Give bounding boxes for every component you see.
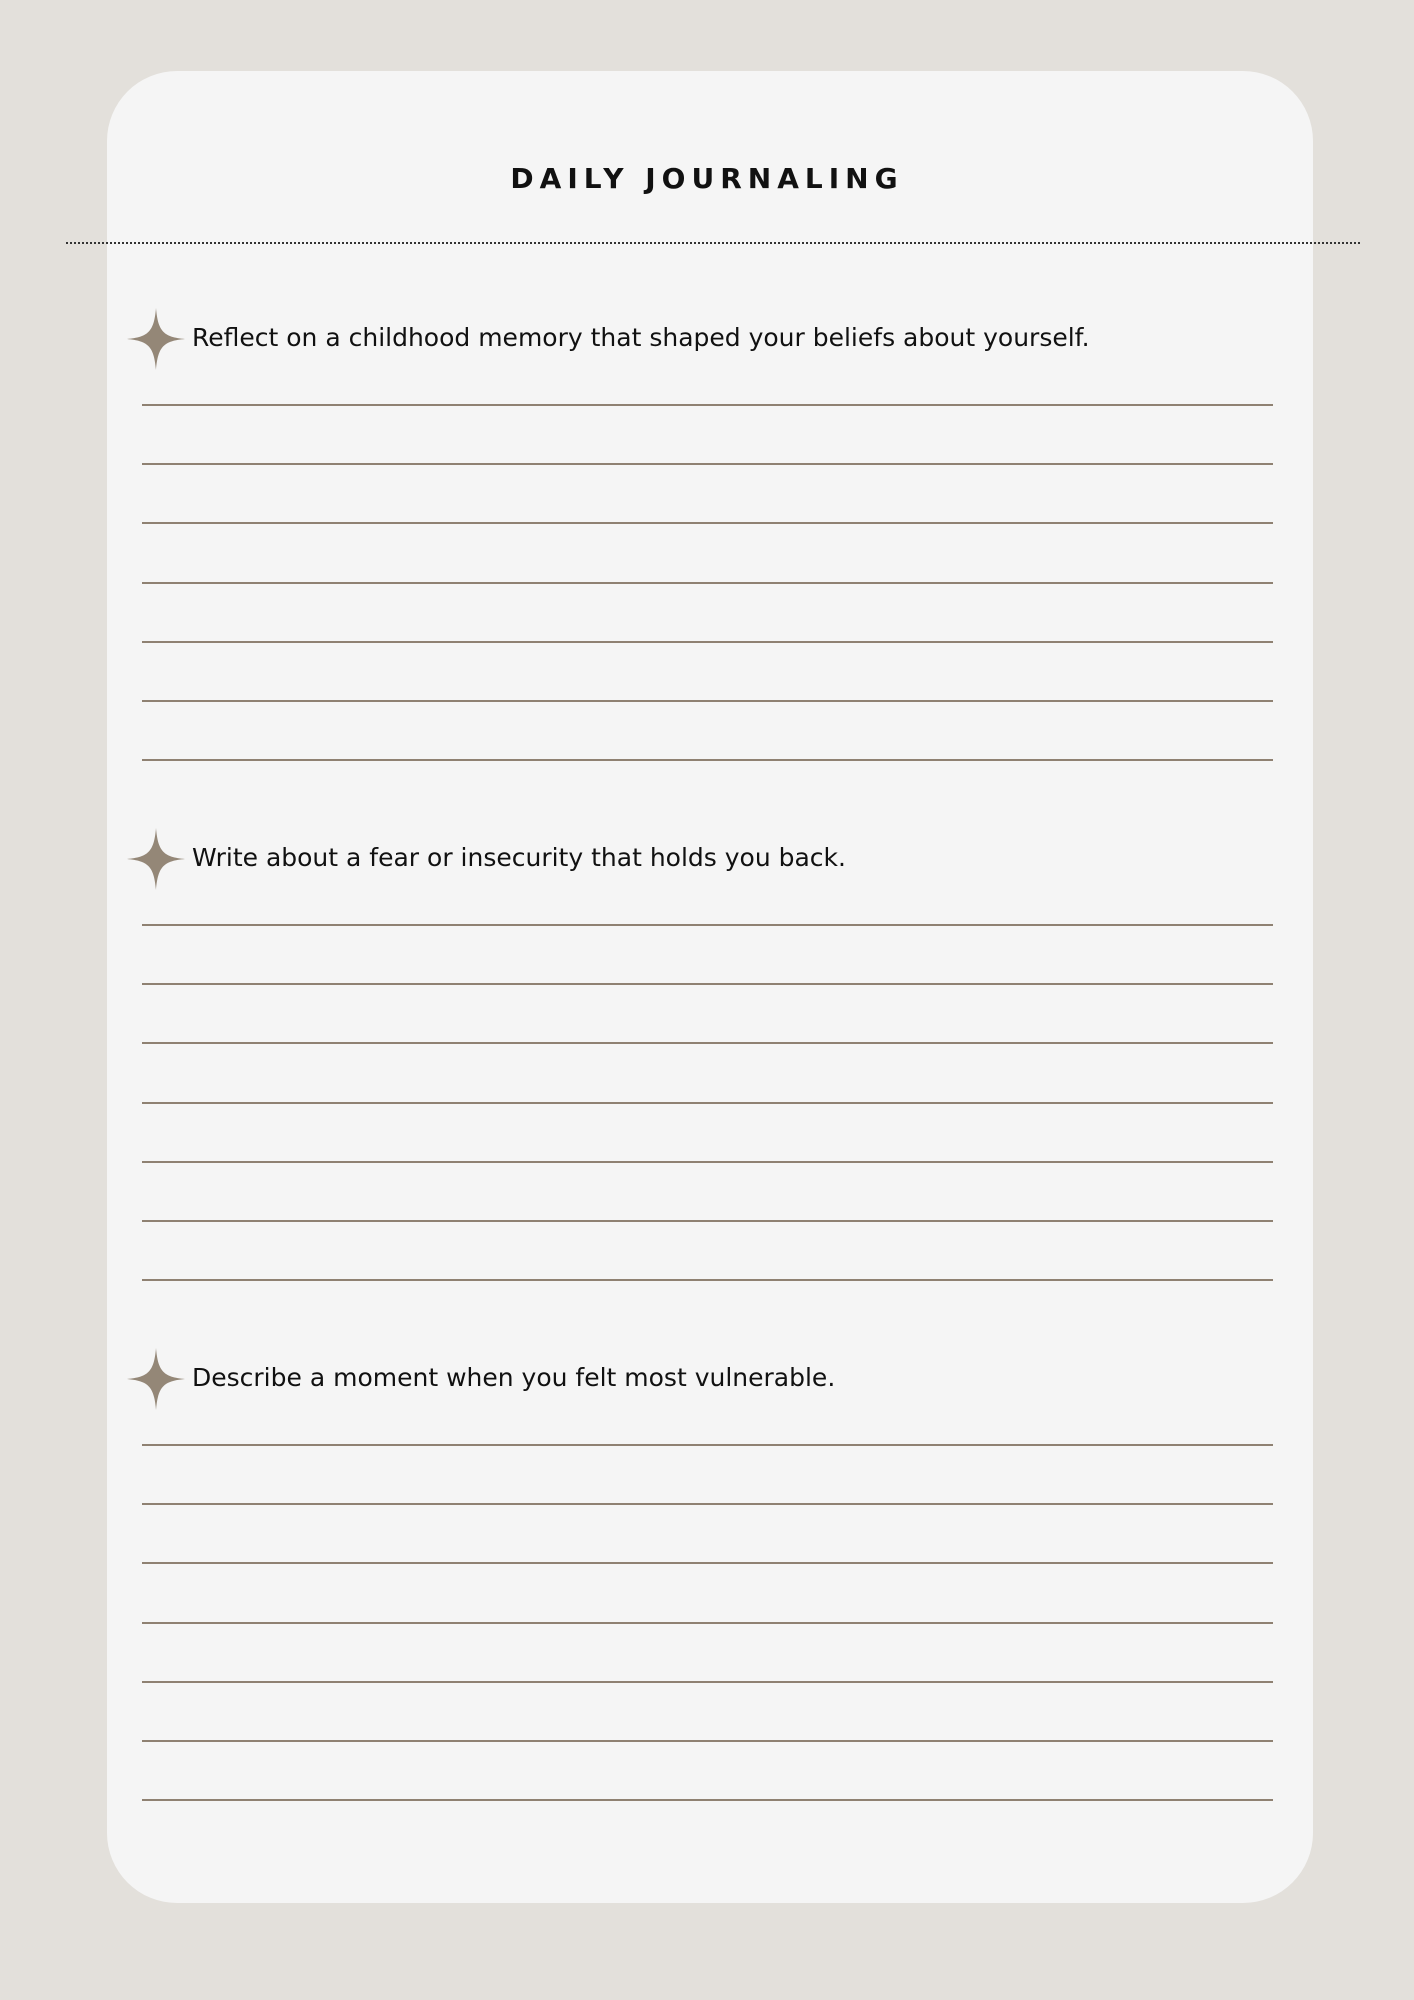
sparkle-icon	[127, 308, 185, 370]
journal-prompt	[0, 1348, 1414, 1868]
writing-line	[142, 1622, 1273, 1624]
writing-line	[142, 1042, 1273, 1044]
writing-line	[142, 1799, 1273, 1801]
writing-line	[142, 404, 1273, 406]
writing-line	[142, 700, 1273, 702]
sparkle-icon	[127, 1348, 185, 1410]
writing-line	[142, 1503, 1273, 1505]
writing-line	[142, 1740, 1273, 1742]
writing-line	[142, 641, 1273, 643]
writing-line	[142, 1562, 1273, 1564]
prompt-text: Reflect on a childhood memory that shaped your beliefs about yourself.	[192, 323, 1090, 352]
writing-line	[142, 1444, 1273, 1446]
writing-line	[142, 1161, 1273, 1163]
title-divider	[66, 242, 1360, 244]
sparkle-icon	[127, 828, 185, 890]
writing-line	[142, 924, 1273, 926]
page-title: DAILY JOURNALING	[510, 162, 904, 195]
prompt-text: Write about a fear or insecurity that holds you back.	[192, 843, 846, 872]
journal-prompt	[0, 308, 1414, 828]
writing-line	[142, 1681, 1273, 1683]
writing-line	[142, 1102, 1273, 1104]
writing-line	[142, 522, 1273, 524]
writing-line	[142, 463, 1273, 465]
writing-line	[142, 1279, 1273, 1281]
writing-line	[142, 983, 1273, 985]
writing-line	[142, 1220, 1273, 1222]
writing-line	[142, 759, 1273, 761]
writing-line	[142, 582, 1273, 584]
prompt-text: Describe a moment when you felt most vulnerable.	[192, 1363, 836, 1392]
journal-prompt	[0, 828, 1414, 1348]
